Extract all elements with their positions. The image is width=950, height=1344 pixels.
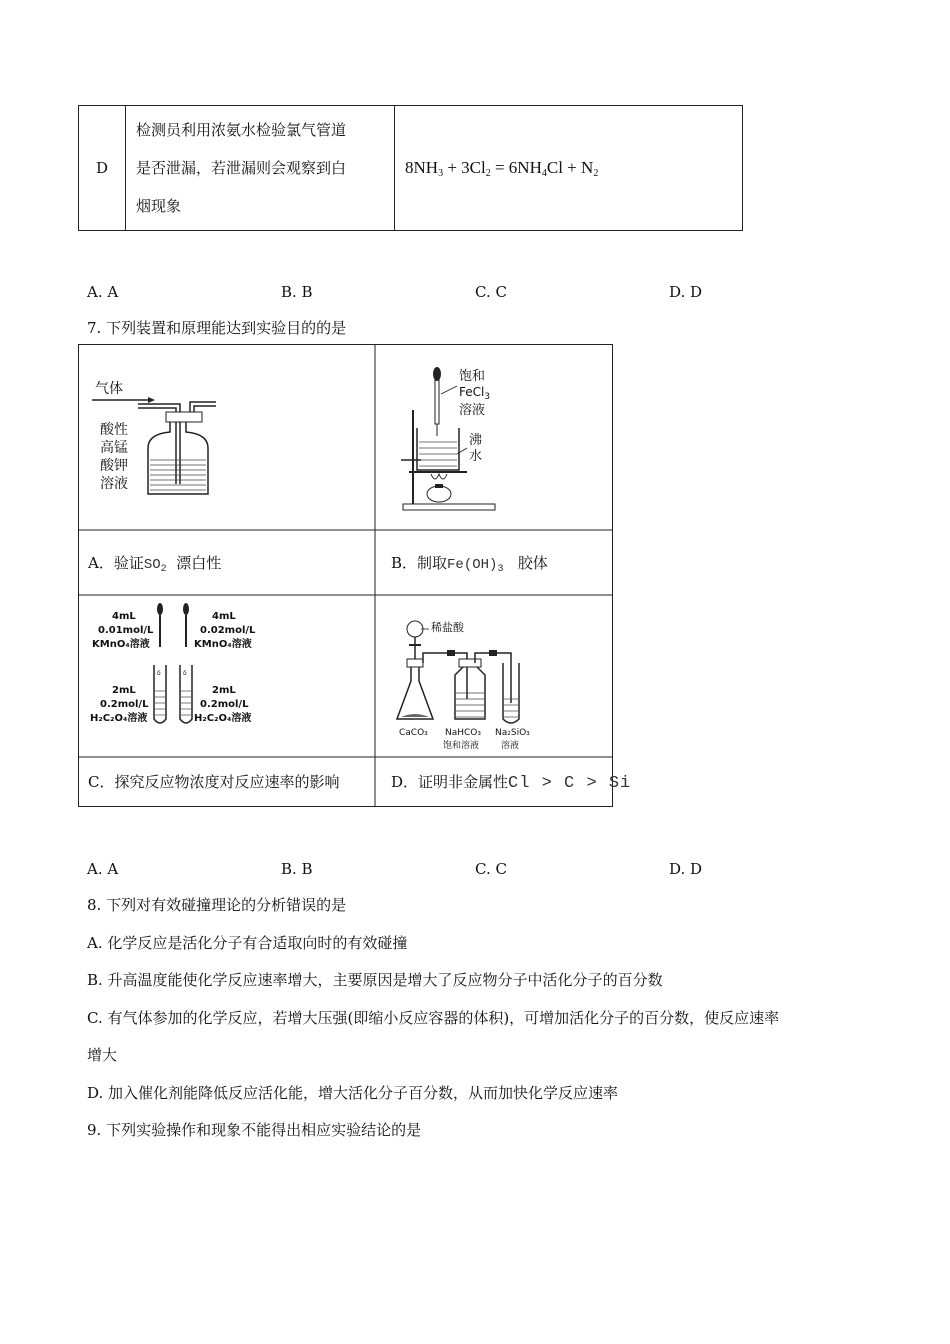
diagram-b-colloid-setup (375, 344, 613, 530)
svg-text:δ: δ (183, 670, 187, 677)
svg-text:酸性: 酸性 (100, 422, 128, 438)
svg-text:饱和: 饱和 (459, 369, 486, 384)
row-label: D (79, 106, 126, 231)
q8-option-c: C. 有气体参加的化学反应，若增大压强(即缩小反应容器的体积)，可增加活化分子的百分数，使反应速率 (87, 1009, 780, 1027)
diagram-d-acid-strength-setup (375, 595, 613, 757)
q8-stem: 8. 下列对有效碰撞理论的分析错误的是 (87, 896, 347, 914)
svg-text:0.02mol/L: 0.02mol/L (200, 625, 256, 636)
desc-line: 检测员利用浓氨水检验氯气管道 (136, 121, 347, 139)
caption-c: C．探究反应物浓度对反应速率的影响 (88, 773, 340, 791)
q7-stem: 7. 下列装置和原理能达到实验目的的是 (87, 319, 347, 337)
caption-a: A．验证$SO_2$ 漂白性 (88, 554, 222, 575)
q6-option-d: D. D (669, 283, 703, 301)
svg-text:稀盐酸: 稀盐酸 (431, 621, 464, 634)
svg-text:4mL: 4mL (112, 611, 136, 622)
q8-option-b: B. 升高温度能使化学反应速率增大，主要原因是增大了反应物分子中活化分子的百分数 (87, 971, 663, 989)
row-description (126, 106, 395, 231)
svg-text:KMnO₄溶液: KMnO₄溶液 (194, 639, 252, 650)
q7-apparatus-grid (78, 344, 632, 807)
svg-text:气体: 气体 (95, 381, 123, 397)
row-equation (395, 106, 743, 231)
diagram-c-test-tubes (78, 595, 375, 757)
q9-stem: 9. 下列实验操作和现象不能得出相应实验结论的是 (87, 1121, 422, 1139)
svg-text:Na₂SiO₃: Na₂SiO₃ (495, 728, 530, 738)
chemical-equation: $8NH_3 + 3Cl_2 = 6NH_4Cl + N_2$ (405, 158, 599, 179)
q6-option-b: B. B (281, 283, 313, 301)
svg-text:4mL: 4mL (212, 611, 236, 622)
svg-text:2mL: 2mL (112, 685, 136, 696)
diagram-a-gas-bottle (78, 344, 375, 530)
q7-option-c: C. C (475, 860, 507, 878)
desc-line: 烟现象 (136, 197, 182, 215)
q7-option-d: D. D (669, 860, 703, 878)
svg-text:酸钾: 酸钾 (100, 458, 128, 474)
svg-text:H₂C₂O₄溶液: H₂C₂O₄溶液 (90, 713, 148, 724)
formula-so2: $SO_2$ (143, 557, 167, 575)
caption-d: D．证明非金属性Cl > C > Si (391, 773, 632, 793)
svg-text:0.01mol/L: 0.01mol/L (98, 625, 154, 636)
svg-text:溶液: 溶液 (459, 403, 486, 418)
svg-text:H₂C₂O₄溶液: H₂C₂O₄溶液 (194, 713, 252, 724)
q7-option-b: B. B (281, 860, 313, 878)
svg-text:饱和溶液: 饱和溶液 (443, 741, 480, 751)
formula-fe-oh-3: $Fe(OH)_3$ (447, 557, 504, 575)
q8-option-c-continued: 增大 (87, 1046, 118, 1064)
svg-text:0.2mol/L: 0.2mol/L (200, 699, 249, 710)
svg-text:δ: δ (157, 670, 161, 677)
formula-cl-c-si: Cl > C > Si (508, 774, 632, 793)
svg-text:KMnO₄溶液: KMnO₄溶液 (92, 639, 150, 650)
svg-text:溶液: 溶液 (501, 741, 520, 751)
svg-text:2mL: 2mL (212, 685, 236, 696)
svg-text:溶液: 溶液 (100, 476, 128, 492)
svg-text:水: 水 (469, 449, 483, 464)
desc-line: 是否泄漏，若泄漏则会观察到白 (136, 159, 347, 177)
q6-option-c: C. C (475, 283, 507, 301)
q6-option-a: A. A (87, 283, 119, 301)
q7-option-a: A. A (87, 860, 119, 878)
caption-b: B．制取$Fe(OH)_3$ 胶体 (391, 554, 548, 575)
svg-text:NaHCO₃: NaHCO₃ (445, 728, 481, 738)
svg-text:0.2mol/L: 0.2mol/L (100, 699, 149, 710)
svg-text:FeCl3: FeCl$_3$ (459, 385, 491, 402)
q8-option-a: A. 化学反应是活化分子有合适取向时的有效碰撞 (87, 934, 408, 952)
option-d-table (78, 105, 743, 231)
q8-option-d: D. 加入催化剂能降低反应活化能，增大活化分子百分数，从而加快化学反应速率 (87, 1084, 619, 1102)
svg-text:高锰: 高锰 (100, 440, 128, 456)
svg-text:沸: 沸 (469, 433, 483, 448)
svg-text:CaCO₃: CaCO₃ (399, 728, 428, 738)
